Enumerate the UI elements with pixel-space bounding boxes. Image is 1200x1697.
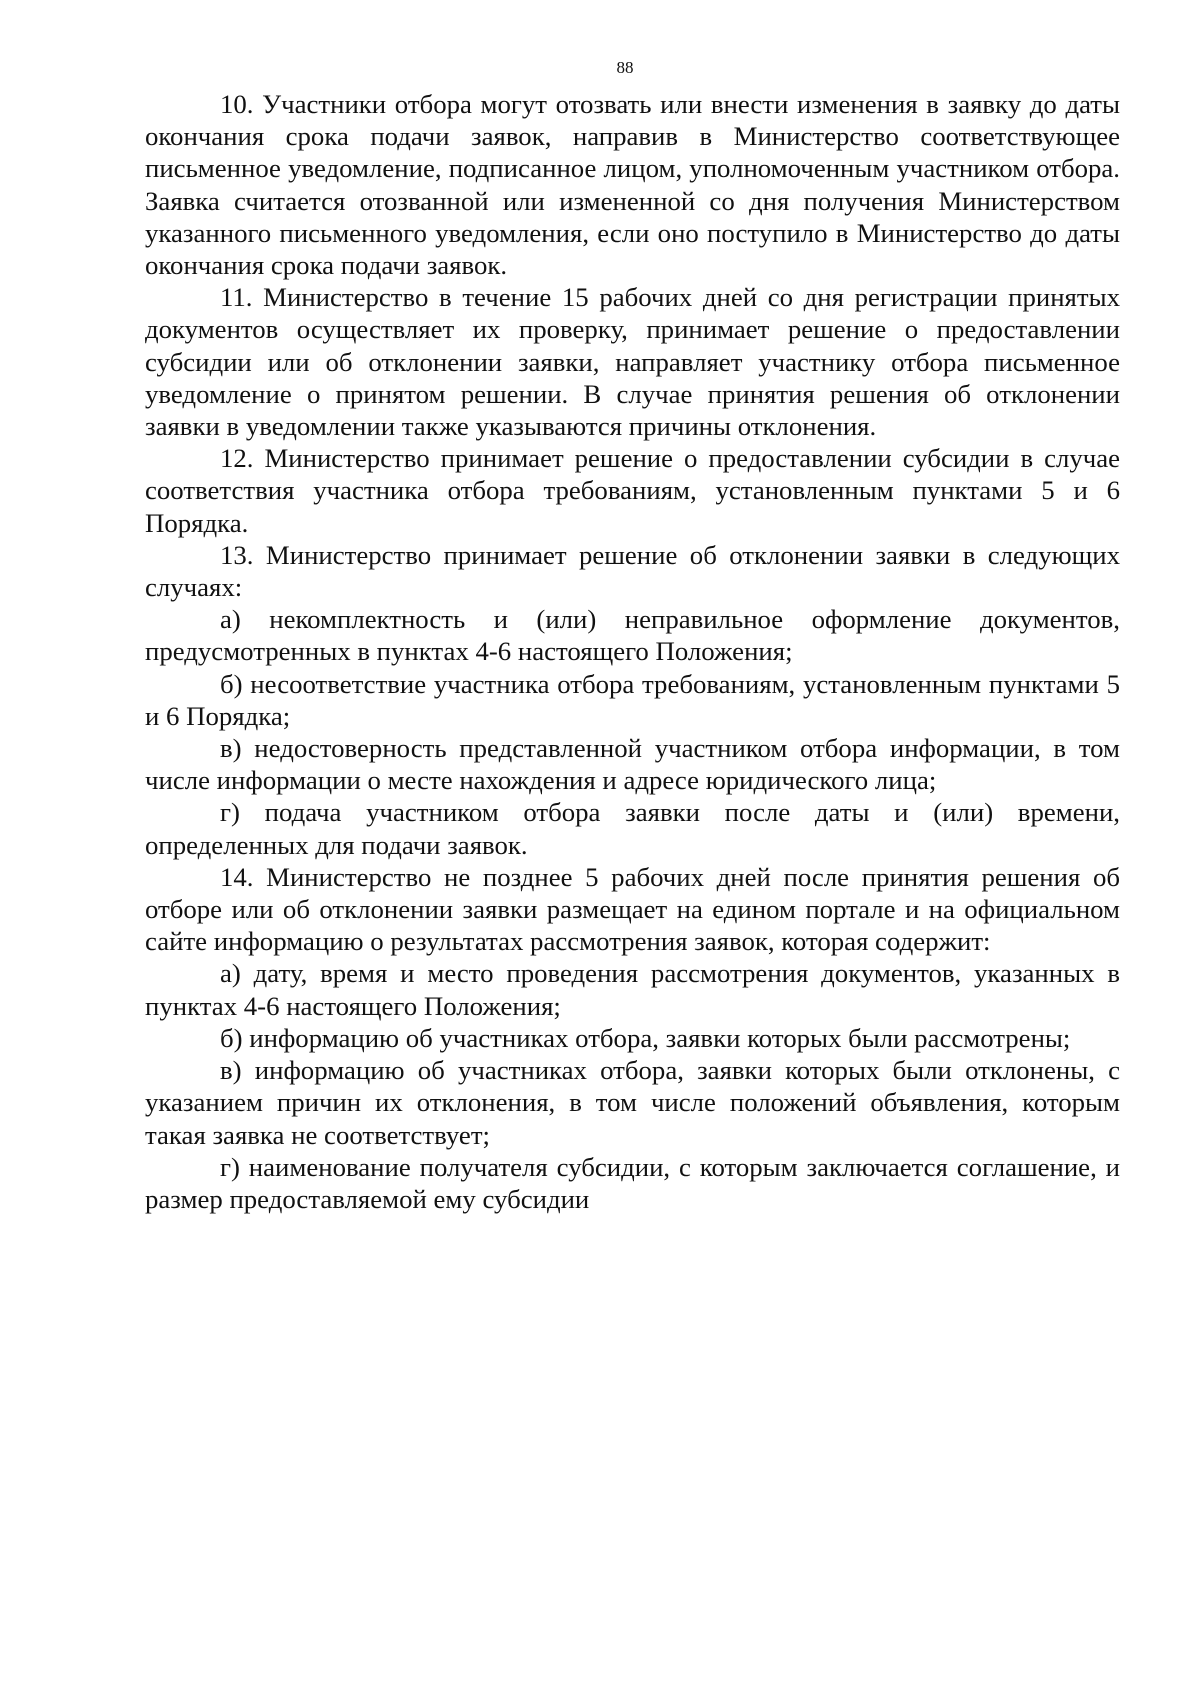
paragraph-13-item-b: б) несоответствие участника отбора требованиям, установленным пунктами 5 и 6 Порядка; (145, 668, 1120, 731)
paragraph-10: 10. Участники отбора могут отозвать или внести изменения в заявку до даты окончания срока подачи заявок, направив в Министерство соответствующее письменное уведомление, подписанное лицом, уполномоченным участником отбора. Заявка считается отозванной или измененной со дня получения Министерством указанного письменного уведомления, если оно поступило в Министерство до даты окончания срока подачи заявок. (145, 89, 1120, 281)
paragraph-13-item-g: г) подача участником отбора заявки после даты и (или) времени, определенных для подачи заявок. (145, 797, 1120, 860)
paragraph-14-item-g: г) наименование получателя субсидии, с которым заключается соглашение, и размер предоставляемой ему субсидии (145, 1151, 1120, 1214)
paragraph-14-item-a: а) дату, время и место проведения рассмотрения документов, указанных в пунктах 4-6 настоящего Положения; (145, 958, 1120, 1021)
paragraph-13-item-v: в) недостоверность представленной участником отбора информации, в том числе информации о месте нахождения и адресе юридического лица; (145, 733, 1120, 796)
paragraph-12: 12. Министерство принимает решение о предоставлении субсидии в случае соответствия участника отбора требованиям, установленным пунктами 5 и 6 Порядка. (145, 443, 1120, 538)
page-number: 88 (616, 58, 634, 77)
paragraph-13-item-a: а) некомплектность и (или) неправильное оформление документов, предусмотренных в пунктах 4-6 настоящего Положения; (145, 604, 1120, 667)
document-body (145, 88, 1120, 1215)
paragraph-14-item-v: в) информацию об участниках отбора, заявки которых были отклонены, с указанием причин их отклонения, в том числе положений объявления, которым такая заявка не соответствует; (145, 1055, 1120, 1150)
paragraph-14-item-b: б) информацию об участниках отбора, заявки которых были рассмотрены; (220, 1022, 1071, 1053)
paragraph-13: 13. Министерство принимает решение об отклонении заявки в следующих случаях: (145, 539, 1120, 603)
paragraph-14: 14. Министерство не позднее 5 рабочих дней после принятия решения об отборе или об отклонении заявки размещает на едином портале и на официальном сайте информацию о результатах рассмотрения заявок, которая содержит: (145, 861, 1120, 957)
paragraph-11: 11. Министерство в течение 15 рабочих дней со дня регистрации принятых документов осуществляет их проверку, принимает решение о предоставлении субсидии или об отклонении заявки, направляет участнику отбора письменное уведомление о принятом решении. В случае принятия решения об отклонении заявки в уведомлении также указываются причины отклонения. (145, 282, 1120, 442)
